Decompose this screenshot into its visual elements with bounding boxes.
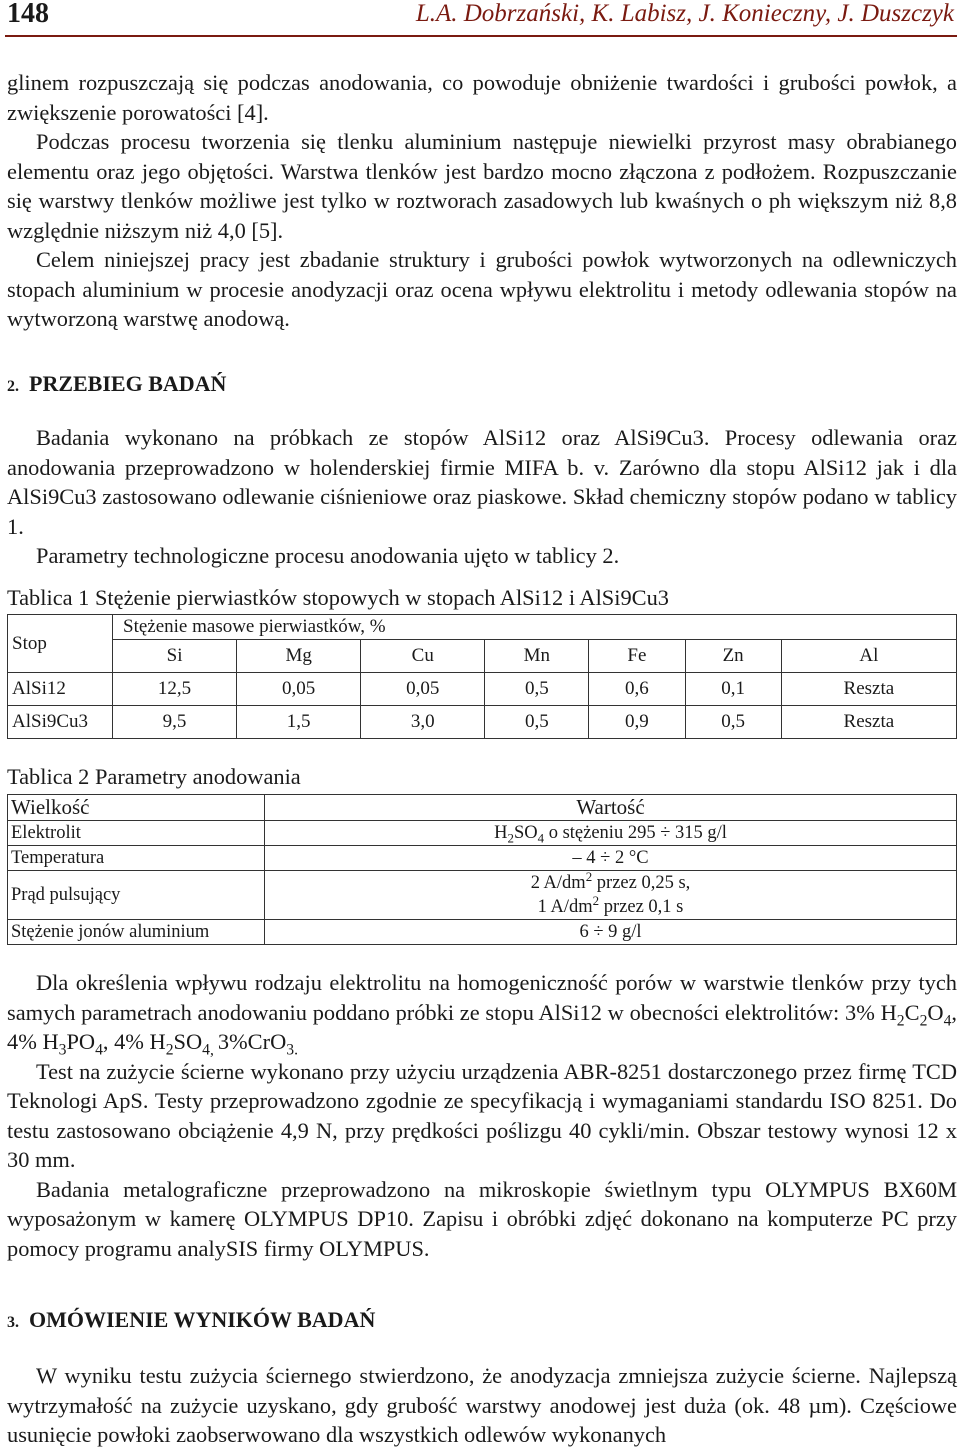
section-3-paragraph-1: W wyniku testu zużycia ściernego stwierdzono, że anodyzacja zmniejsza zużycie ścierne. Najlepszą wytrzymałość na zużycie uzyskano, gdy grubość warstwy anodowej jest duża (ok. 48 µm). Częściowe usunięcie powłoki zaobserwowano dla wszystkich odlewów wykonanych — [7, 1363, 957, 1447]
table-1-col-header: Mn — [485, 640, 589, 673]
table-cell: 2 $A/dm^2$ przez 0,25 s, 1 $A/dm^2$ przez 0,1 s — [265, 871, 957, 920]
intro-paragraph-3: Celem niniejszej pracy jest zbadanie struktury i grubości powłok wytworzonych na odlewniczych stopach aluminium w procesie anodyzacji oraz ocena wpływu elektrolitu i metody odlewania stopów na wytworzoną warstwę anodową. — [7, 247, 957, 331]
section-2-number: 2. — [7, 378, 19, 395]
table-2-row-label: Elektrolit — [8, 821, 265, 846]
table-1-row-label: AlSi9Cu3 — [8, 706, 113, 739]
table-2-row-label: Temperatura — [8, 846, 265, 871]
after-tables-body — [7, 968, 957, 1263]
table-row — [8, 846, 957, 871]
table-cell: 12,5 — [113, 673, 237, 706]
table-row — [8, 673, 957, 706]
table-1-col-header: Mg — [237, 640, 361, 673]
table-cell: 0,6 — [589, 673, 685, 706]
table-1-stub-header: Stop — [8, 615, 113, 673]
metallography-paragraph: Badania metalograficzne przeprowadzono na mikroskopie świetlnym typu OLYMPUS BX60M wyposażonym w kamerę OLYMPUS DP10. Zapisu i obróbki zdjęć dokonano na komputerze PC przy pomocy programu analySIS firmy OLYMPUS. — [7, 1176, 957, 1261]
table-1-row-label: AlSi12 — [8, 673, 113, 706]
running-authors: L.A. Dobrzański, K. Labisz, J. Konieczny, J. Duszczyk — [415, 0, 954, 27]
table-1-col-header: Zn — [685, 640, 781, 673]
table-row — [8, 920, 957, 945]
table-cell: 0,5 — [485, 706, 589, 739]
table-2-row-label: Prąd pulsujący — [8, 871, 265, 920]
table-1-col-header: Si — [113, 640, 237, 673]
table-cell: 9,5 — [113, 706, 237, 739]
table-cell: $H_2SO_4$ o stężeniu 295 ÷ 315 g/l — [265, 821, 957, 846]
section-3-number: 3. — [7, 1314, 19, 1331]
table-2-row-label: Stężenie jonów aluminium — [8, 920, 265, 945]
table-1-col-header: Al — [781, 640, 956, 673]
table-1-col-header: Cu — [361, 640, 485, 673]
table-cell: Reszta — [781, 673, 956, 706]
table-cell: Reszta — [781, 706, 956, 739]
intro-block — [7, 68, 957, 334]
section-3-body — [7, 1361, 957, 1450]
table-cell: 6 ÷ 9 g/l — [265, 920, 957, 945]
table-1-caption: Tablica 1 Stężenie pierwiastków stopowych w stopach AlSi12 i AlSi9Cu3 — [7, 585, 669, 610]
intro-paragraph-2: Podczas procesu tworzenia się tlenku aluminium następuje niewielki przyrost masy obrabianego elementu oraz jego objętości. Warstwa tlenków jest bardzo mocno złączona z podłożem. Rozpuszczanie się warstwy tlenków możliwe jest tylko w roztworach zasadowych lub kwaśnych o ph większym niż 8,8 względnie niższym niż 4,0 [5]. — [7, 129, 957, 243]
intro-paragraph-1: glinem rozpuszczają się podczas anodowania, co powoduje obniżenie twardości i grubości powłok, a zwiększenie porowatości [4]. — [7, 70, 957, 125]
table-row — [8, 706, 957, 739]
table-cell: 0,05 — [237, 673, 361, 706]
table-1-group-header: Stężenie masowe pierwiastków, % — [113, 615, 957, 640]
table-2 — [7, 794, 957, 945]
table-row — [8, 821, 957, 846]
table-cell: 0,1 — [685, 673, 781, 706]
table-1 — [7, 614, 957, 739]
header-rule — [5, 35, 957, 37]
section-2-paragraph-2: Parametry technologiczne procesu anodowania ujęto w tablicy 2. — [36, 543, 620, 568]
section-3-title: OMÓWIENIE WYNIKÓW BADAŃ — [29, 1307, 376, 1332]
table-2-header-quantity: Wielkość — [8, 795, 265, 821]
electrolyte-paragraph: Dla określenia wpływu rodzaju elektrolitu na homogeniczność porów w warstwie tlenków przy tych samych parametrach anodowaniu poddano próbki ze stopu AlSi12 w obecności elektrolitów: 3% $H_2C_2O_4$, 4% $H_3PO_4$, 4% $H_2SO_{4,}$ 3%CrO$_{3.}$ — [7, 970, 957, 1059]
table-2-caption: Tablica 2 Parametry anodowania — [7, 764, 301, 789]
section-2-heading — [7, 371, 226, 397]
table-1-col-header: Fe — [589, 640, 685, 673]
running-header — [0, 0, 960, 30]
table-cell: – 4 ÷ 2 °C — [265, 846, 957, 871]
table-cell: 1,5 — [237, 706, 361, 739]
section-2-title: PRZEBIEG BADAŃ — [29, 371, 227, 396]
section-2-paragraph-1: Badania wykonano na próbkach ze stopów AlSi12 oraz AlSi9Cu3. Procesy odlewania oraz anodowania przeprowadzono w holenderskiej firmie MIFA b. v. Zarówno dla stopu AlSi12 jak i dla AlSi9Cu3 zastosowano odlewanie ciśnieniowe oraz piaskowe. Skład chemiczny stopów podano w tablicy 1. — [7, 425, 957, 539]
table-cell: 0,05 — [361, 673, 485, 706]
section-2-body — [7, 423, 957, 571]
table-cell: 0,5 — [485, 673, 589, 706]
page-number: 148 — [7, 0, 49, 29]
section-3-heading — [7, 1307, 375, 1333]
abrasion-test-paragraph: Test na zużycie ścierne wykonano przy użyciu urządzenia ABR-8251 dostarczonego przez firmę TCD Teknologi ApS. Testy przeprowadzono zgodnie ze specyfikacją i wymaganiami standardu ISO 8251. Do testu zastosowano obciążenie 4,9 N, przy prędkości poślizgu 40 cykli/min. Obszar testowy wynosi 12 x 30 mm. — [7, 1058, 957, 1172]
table-2-header-value: Wartość — [265, 795, 957, 821]
table-cell: 0,9 — [589, 706, 685, 739]
table-cell: 3,0 — [361, 706, 485, 739]
table-cell: 0,5 — [685, 706, 781, 739]
table-row — [8, 871, 957, 920]
